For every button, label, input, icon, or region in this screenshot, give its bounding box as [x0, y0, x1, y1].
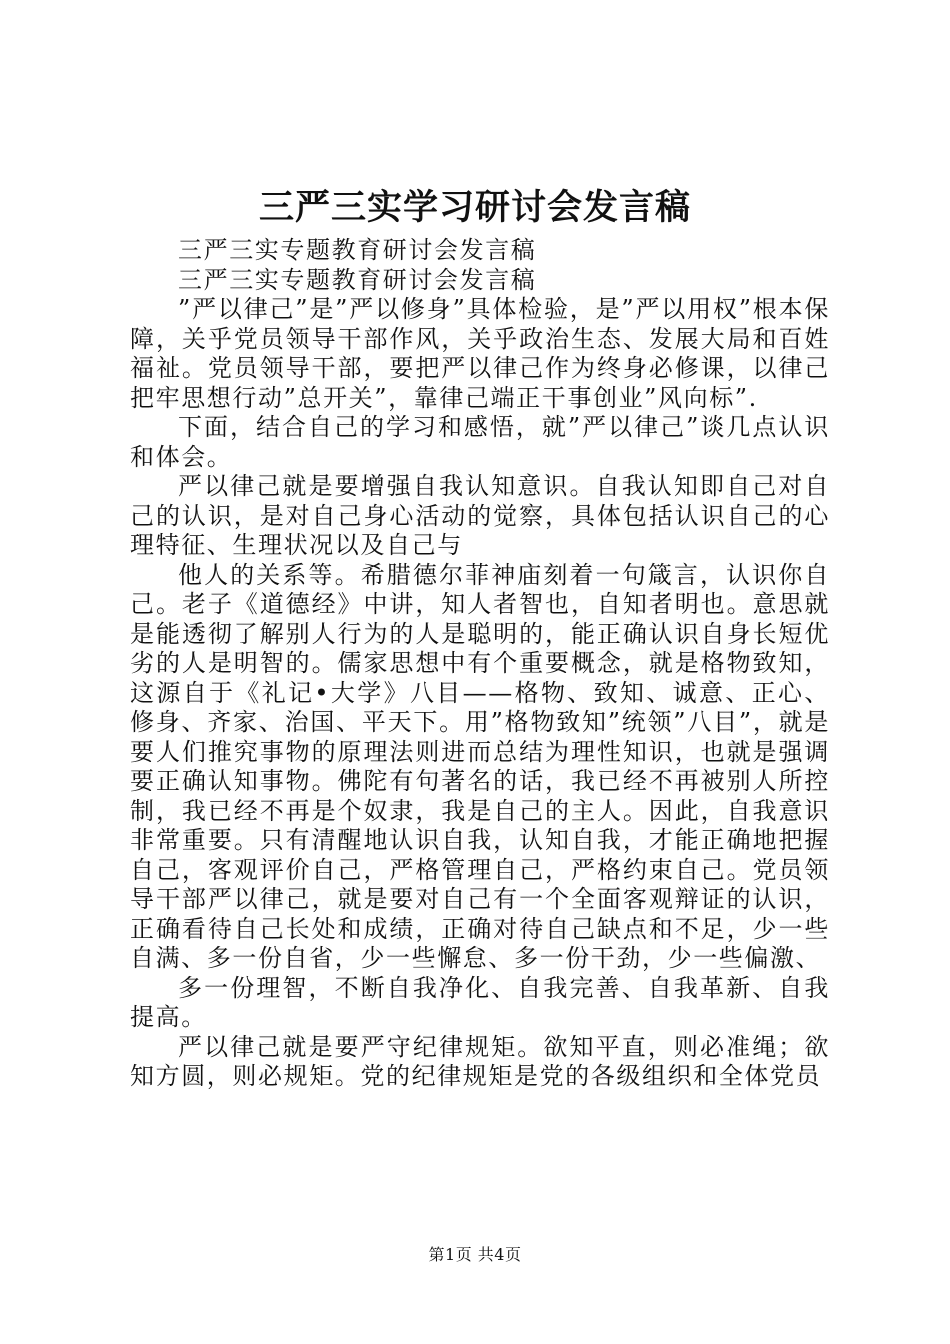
paragraph: 他人的关系等。希腊德尔菲神庙刻着一句箴言，认识你自己。老子《道德经》中讲，知人者智也，自知者明也。意思就是能透彻了解别人行为的人是聪明的，能正确认识自身长短优劣的人是明智的。儒家思想中有个重要概念，就是格物致知，这源自于《礼记•大学》八目——格物、致知、诚意、正心、修身、齐家、治国、平天下。用”格物致知”统领”八目”，就是要人们推究事物的原理法则进而总结为理性知识，也就是强调要正确认知事物。佛陀有句著名的话，我已经不再被别人所控制，我已经不再是个奴隶，我是自己的主人。因此，自我意识非常重要。只有清醒地认识自我，认知自我，才能正确地把握自己，客观评价自己，严格管理自己，严格约束自己。党员领导干部严以律己，就是要对自己有一个全面客观辩证的认识，正确看待自己长处和成绩，正确对待自己缺点和不足，少一些自满、多一份自省，少一些懈怠、多一份干劲，少一些偏激、	[130, 560, 830, 972]
page-number-footer: 第1页 共4页	[428, 1245, 522, 1264]
paragraph: ”严以律己”是”严以修身”具体检验，是”严以用权”根本保障，关乎党员领导干部作风，关乎政治生态、发展大局和百姓福祉。党员领导干部，要把严以律己作为终身必修课，以律己把牢思想行动”总开关”，靠律己端正干事创业”风向标”.	[130, 295, 830, 412]
paragraph-subtitle-1: 三严三实专题教育研讨会发言稿	[178, 236, 537, 264]
paragraph-subtitle-2: 三严三实专题教育研讨会发言稿	[178, 265, 537, 294]
paragraph: 下面，结合自己的学习和感悟，就”严以律己”谈几点认识和体会。	[130, 413, 830, 471]
paragraph: 多一份理智，不断自我净化、自我完善、自我革新、自我提高。	[130, 973, 830, 1031]
paragraph: 严以律己就是要增强自我认知意识。自我认知即自己对自己的认识，是对自己身心活动的觉察，具体包括认识自己的心理特征、生理状况以及自己与	[130, 472, 830, 559]
paragraph: 严以律己就是要严守纪律规矩。欲知平直，则必准绳；欲知方圆，则必规矩。党的纪律规矩是党的各级组织和全体党员	[130, 1032, 830, 1090]
document-title: 三严三实学习研讨会发言稿	[258, 187, 691, 228]
document-body	[130, 236, 830, 1092]
